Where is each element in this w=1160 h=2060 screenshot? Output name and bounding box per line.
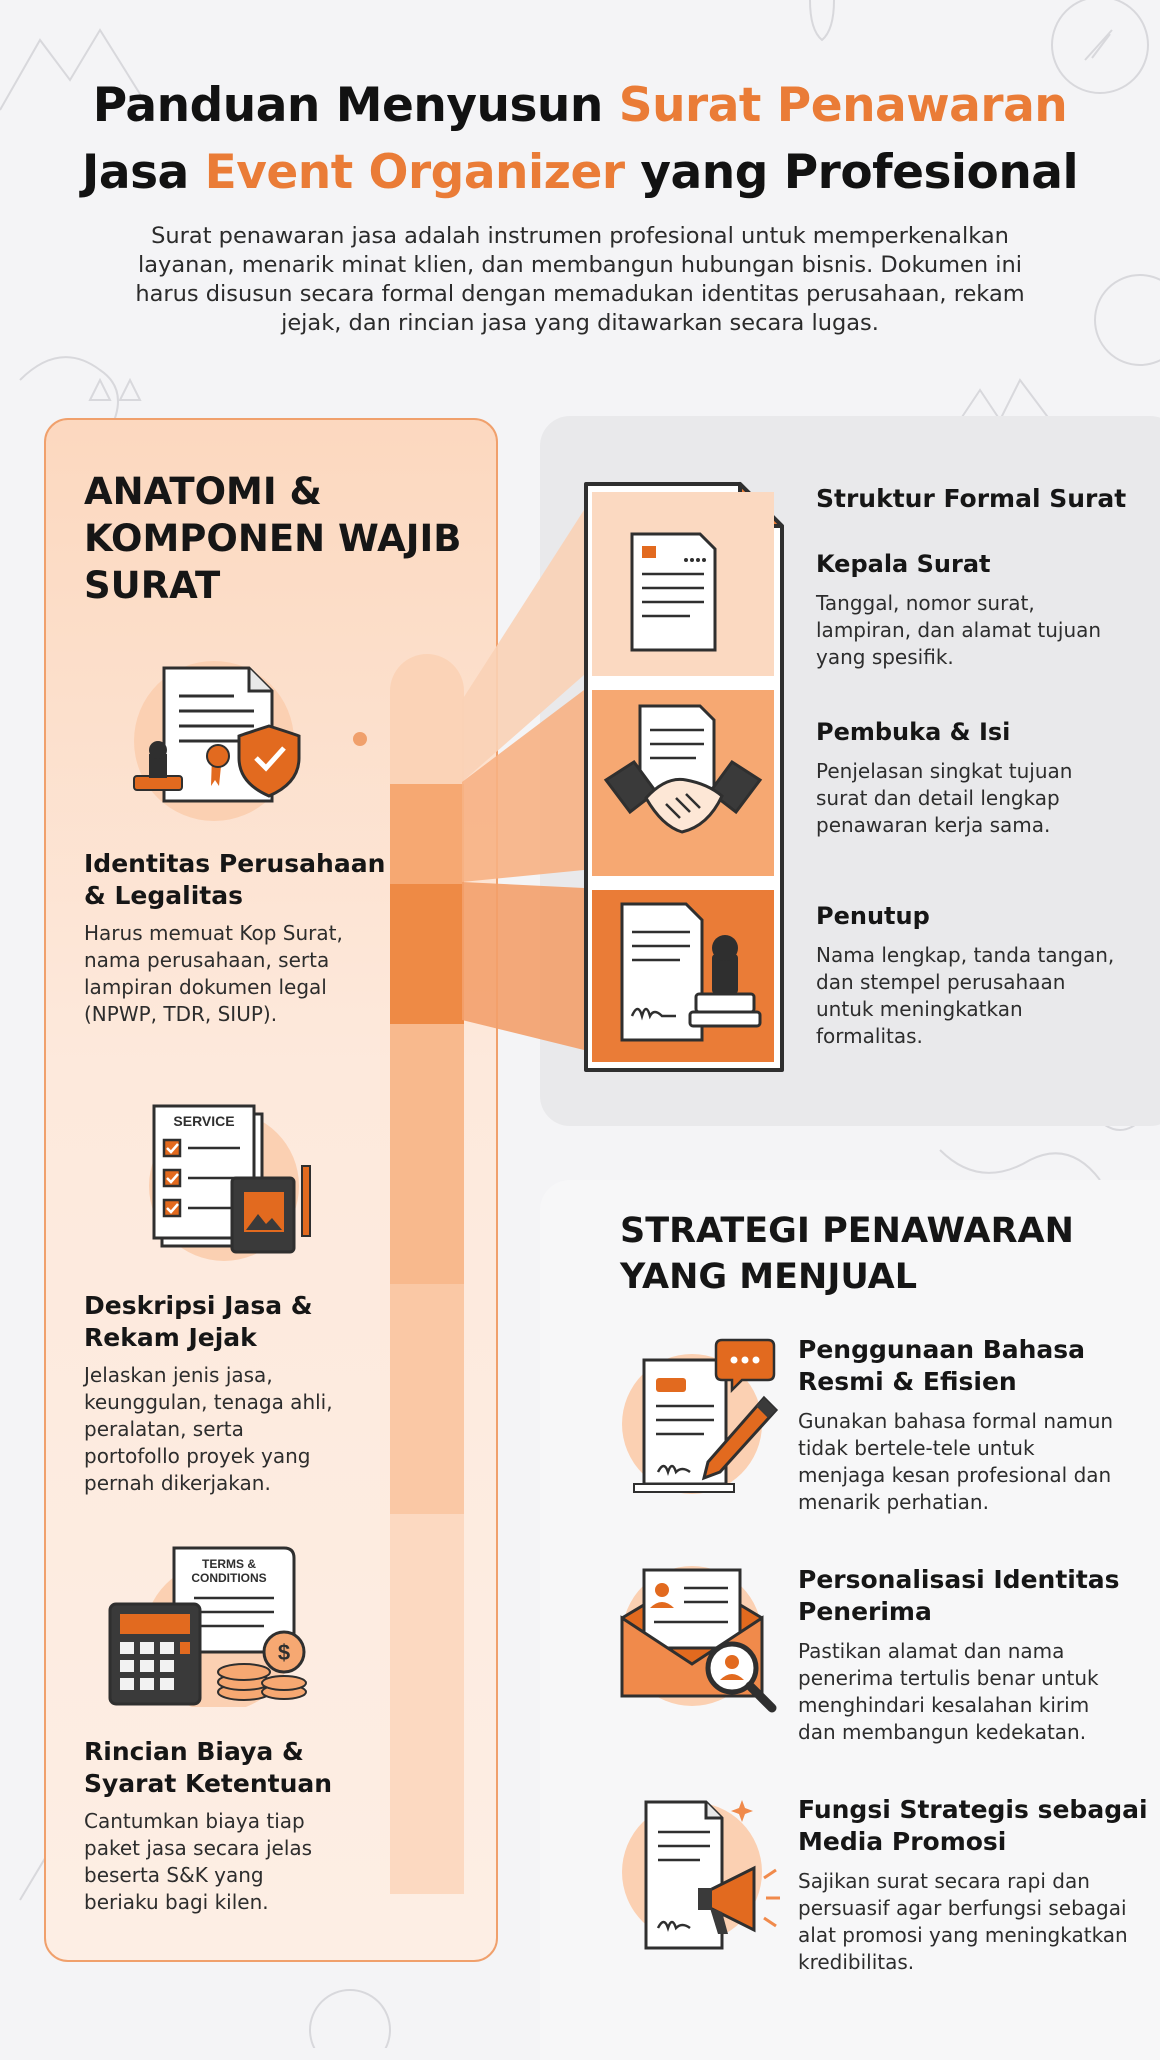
envelope-recipient-icon [614,1556,784,1721]
anatomy-item-desc: Jelaskan jenis jasa, keunggulan, tenaga ahli, peralatan, serta portofollo proyek yang pernah dikerjakan. [84,1363,333,1495]
letter-structure-card [580,480,786,1076]
strategy-item-desc: Gunakan bahasa formal namun tidak bertele-tele untuk menjaga kesan profesional dan menarik perhatian. [798,1409,1114,1514]
timeline-dot [353,732,367,746]
strategy-item-title: Fungsi Strategis sebagai Media Promosi [798,1795,1148,1856]
anatomy-timeline-bar [390,654,464,1894]
terms-label-line2: CONDITIONS [191,1571,267,1585]
anatomy-item-title: Deskripsi Jasa & Rekam Jejak [84,1291,313,1352]
pin-doodle-top [810,0,834,40]
anatomy-panel [44,418,498,1962]
service-portfolio-icon [94,1096,354,1261]
cost-terms-icon [94,1542,354,1707]
structure-item-title: Pembuka & Isi [816,718,1011,746]
service-label: SERVICE [173,1113,235,1129]
title-highlight-1: Surat Penawaran [618,78,1068,133]
structure-item-title: Penutup [816,902,930,930]
page-title: Panduan Menyusun Surat Penawaran Jasa Event Organizer yang Profesional [81,78,1079,200]
letterhead-document-icon [632,534,715,650]
strategy-item-title: Personalisasi Identitas Penerima [798,1565,1120,1626]
strategy-item-desc: Pastikan alamat dan nama penerima tertulis benar untuk menghindari kesalahan kirim dan membangun kedekatan. [798,1639,1099,1744]
strategy-item-title: Penggunaan Bahasa Resmi & Efisien [798,1335,1086,1396]
anatomy-item-title: Identitas Perusahaan & Legalitas [84,849,386,910]
structure-item-desc: Nama lengkap, tanda tangan, dan stempel perusahaan untuk meningkatkan formalitas. [816,943,1115,1048]
anatomy-item-desc: Harus memuat Kop Surat, nama perusahaan, serta lampiran dokumen legal (NPWP, TDR, SIUP). [84,921,343,1026]
structure-item-desc: Tanggal, nomor surat, lampiran, dan alamat tujuan yang spesifik. [816,591,1102,669]
legal-documents-icon [94,656,354,821]
structure-item-title: Kepala Surat [816,550,991,578]
promotion-megaphone-icon [614,1790,784,1955]
structure-title: Struktur Formal Surat [816,484,1127,513]
anatomy-heading: ANATOMI & KOMPONEN WAJIB SURAT [84,470,462,607]
title-highlight-2: Event Organizer [204,145,625,200]
strategy-heading: STRATEGI PENAWARAN YANG MENJUAL [620,1211,1074,1297]
anatomy-item-title: Rincian Biaya & Syarat Ketentuan [84,1737,333,1798]
structure-item-desc: Penjelasan singkat tujuan surat dan detail lengkap penawaran kerja sama. [816,759,1073,837]
anatomy-item-desc: Cantumkan biaya tiap paket jasa secara jelas beserta S&K yang beriaku bagi kilen. [84,1809,313,1914]
intro-paragraph: Surat penawaran jasa adalah instrumen profesional untuk memperkenalkan layanan, menarik minat klien, dan membangun hubungan bisnis. Dokumen ini harus disusun secara formal dengan memadukan identitas perusahaan, rekam jejak, dan rincian jasa yang ditawarkan secara lugas. [135,223,1025,336]
terms-label-line1: TERMS & [202,1557,256,1571]
formal-language-pen-icon [614,1336,784,1501]
strategy-item-desc: Sajikan surat secara rapi dan persuasif agar berfungsi sebagai alat promosi yang meningkatkan kredibilitas. [798,1869,1128,1974]
svg-text:$: $ [277,1640,291,1665]
